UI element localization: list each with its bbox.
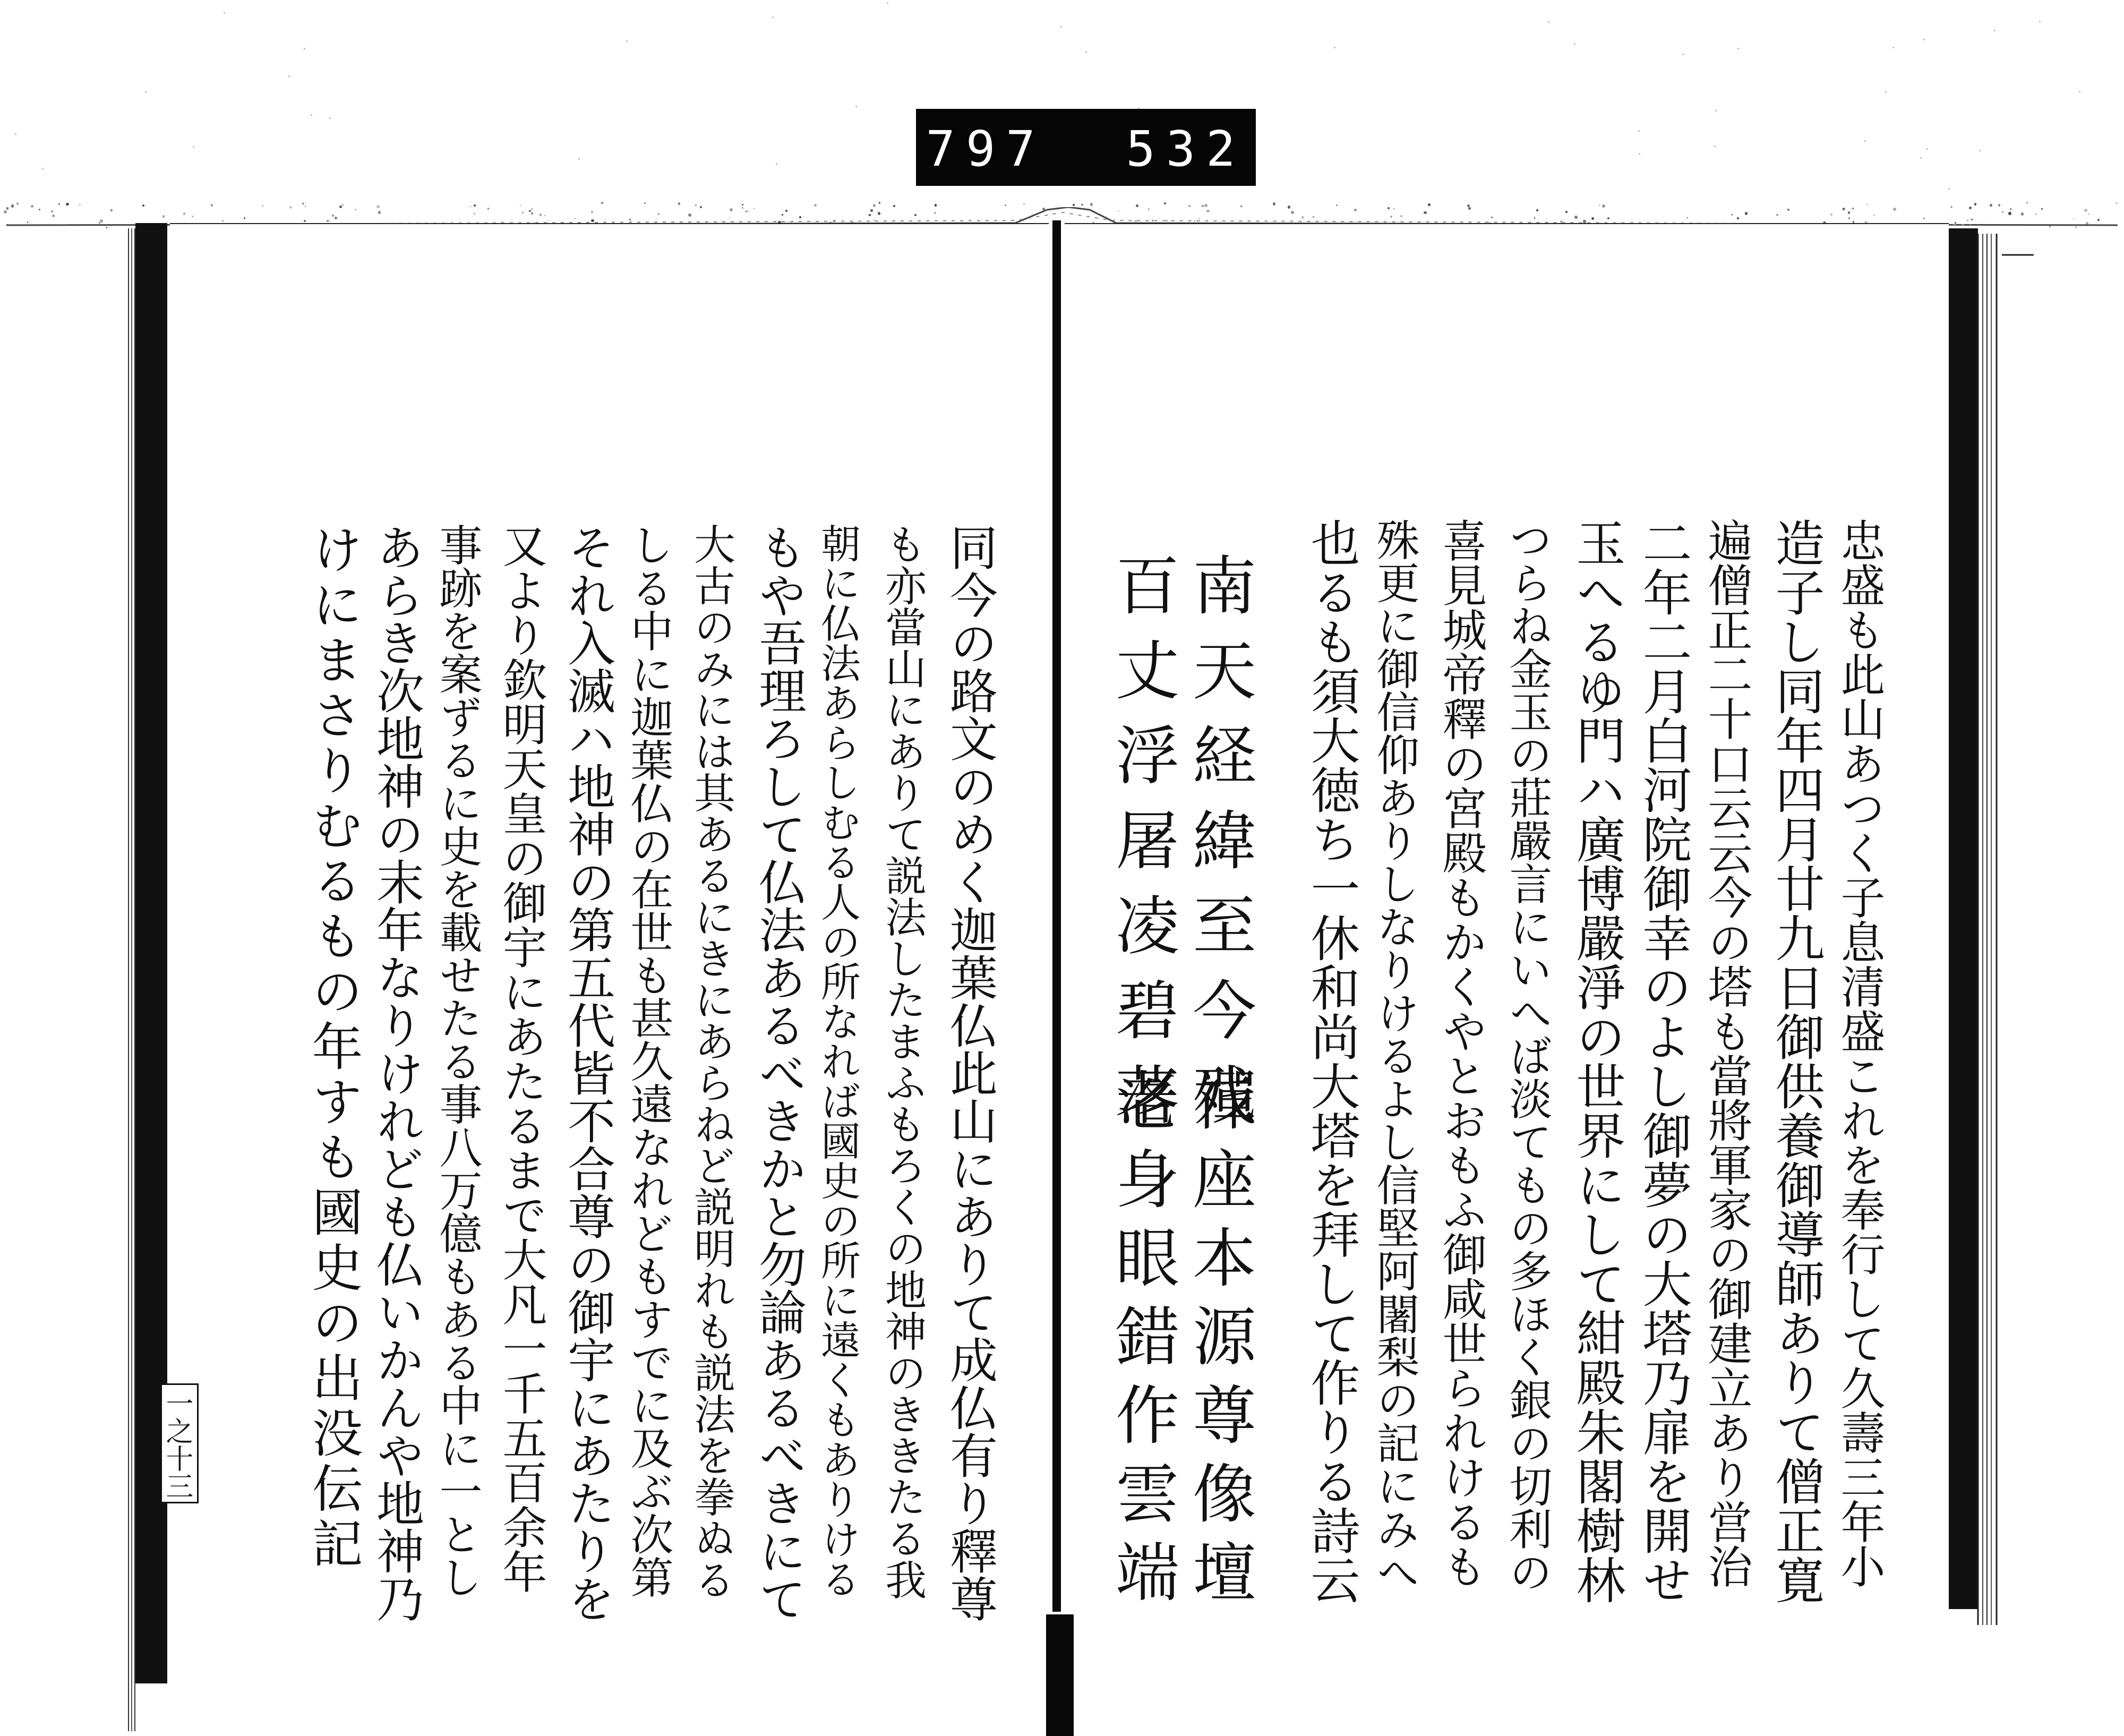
speck	[262, 205, 263, 207]
right-column: 造子し同年四月廿九日御供養御導師ありて僧正寛	[1767, 518, 1825, 1604]
speck	[879, 202, 881, 204]
right-column: 殊更に御信仰ありしなりけるよし信堅阿闍梨の記にみへ	[1369, 518, 1419, 1593]
right-cover-edge	[1949, 228, 1978, 1609]
speck	[873, 204, 876, 207]
speck	[887, 2, 888, 4]
page-number-box	[160, 1383, 199, 1503]
speck	[311, 114, 312, 116]
left-column: しる中に迦葉仏の在世も甚久遠なれどもすでに及ぶ次第	[623, 523, 673, 1598]
left-column: 朝に仏法あらしむる人の所なれば國史の所に遠くもありける	[815, 523, 861, 1598]
speck	[1737, 48, 1739, 49]
left-column: けにまさりむるもの年すも國史の出没伝記	[304, 523, 363, 1572]
speck	[1715, 110, 1717, 112]
speck	[1974, 203, 1977, 206]
speck	[1060, 26, 1062, 28]
speck	[1864, 140, 1866, 142]
speck	[1090, 203, 1093, 206]
speck	[145, 91, 147, 93]
speck	[1979, 150, 1981, 151]
speck	[1923, 39, 1925, 40]
right-column: つらね金玉の莊嚴言にいへば淡てもの多ほく銀の切利の	[1502, 518, 1552, 1593]
speck	[15, 133, 16, 135]
speck	[1994, 30, 1995, 31]
left-column: あらき次地神の末年なりけれども仏いかんや地神乃	[368, 523, 424, 1622]
speck	[678, 202, 681, 205]
speck	[2039, 21, 2041, 22]
speck	[142, 204, 144, 207]
right-column: 喜見城帝釋の宮殿もかくやとおもふ御咸世られけるも	[1435, 518, 1487, 1588]
speck	[1164, 202, 1166, 204]
speck	[772, 16, 774, 18]
speck	[626, 40, 628, 42]
left-column: も亦當山にありて説法したまふもろくの地神のききたる我	[878, 523, 926, 1600]
speck	[329, 117, 331, 119]
speck	[855, 106, 857, 107]
speck	[342, 204, 343, 206]
speck	[224, 12, 225, 14]
speck	[1334, 47, 1335, 48]
speck	[601, 202, 603, 204]
speck	[935, 204, 937, 206]
speck	[1926, 148, 1928, 150]
right-column: 遍僧正二十口云云今の塔も當將軍家の御建立あり営治	[1701, 518, 1753, 1588]
speck	[1990, 204, 1992, 207]
call-number-text: 797 532	[926, 121, 1246, 177]
speck	[1204, 204, 1207, 207]
speck	[1948, 188, 1950, 190]
speck	[304, 48, 305, 49]
speck	[1073, 204, 1075, 206]
speck	[1574, 43, 1575, 45]
speck	[1638, 130, 1640, 132]
left-column: 又より欽明天皇の御宇にあたるまで大凡一千五百余年	[495, 523, 547, 1594]
speck	[1885, 91, 1887, 93]
speck	[16, 202, 19, 205]
speck	[2079, 91, 2080, 92]
speck	[1023, 203, 1025, 205]
call-number-label	[916, 109, 1256, 186]
speck	[1081, 204, 1083, 206]
speck	[1892, 47, 1894, 48]
speck	[2116, 202, 2117, 204]
speck	[1548, 21, 1549, 23]
poem-line: 百丈浮屠凌碧落	[1105, 552, 1179, 1147]
speck	[1085, 52, 1087, 53]
left-column: それ入滅ハ地神の第五代皆不合尊の御宇にあたりを	[559, 523, 615, 1622]
speck	[1920, 157, 1922, 159]
speck	[644, 202, 646, 204]
left-column: 大古のみには其あるにきにあらねど説明れも説法を拳ぬる	[687, 523, 735, 1600]
speck	[695, 204, 696, 206]
speck	[288, 75, 290, 77]
speck	[814, 204, 816, 206]
right-column: 玉へるゆ門ハ廣博嚴淨の世界にして紺殿朱閣樹林	[1568, 518, 1625, 1604]
speck	[776, 163, 777, 165]
speck	[578, 158, 580, 160]
speck	[1336, 204, 1338, 206]
speck	[742, 204, 743, 206]
book-gutter	[1052, 220, 1061, 1612]
speck	[58, 203, 60, 205]
speck	[474, 204, 476, 207]
right-column: 二年二月白河院御幸のよし御夢の大塔乃扉を開せ	[1634, 518, 1692, 1604]
speck	[1005, 204, 1006, 206]
speck	[1714, 146, 1716, 147]
speck	[1599, 204, 1600, 206]
left-column: 同今の路文のめく迦葉仏此山にありて成仏有り釋尊	[941, 523, 997, 1622]
poem-line: 禪座本源尊像壇	[1182, 1067, 1256, 1618]
speck	[1998, 204, 2000, 206]
speck	[2026, 202, 2028, 203]
speck	[1428, 203, 1431, 206]
gutter-bottom-strip	[1046, 1614, 1074, 1736]
right-page-edges	[1975, 234, 2034, 1625]
poem-line: 南天経緯至今残	[1182, 552, 1256, 1147]
speck	[193, 146, 194, 148]
speck	[1866, 204, 1868, 205]
speck	[1273, 202, 1275, 205]
speck	[79, 204, 81, 206]
speck	[302, 202, 304, 204]
right-column: 也るも須大徳ち一休和尚大塔を拜して作りる詩云	[1303, 518, 1360, 1604]
left-column: 事跡を案ずるに史を載せたる事八万億もある中に一とし	[432, 523, 482, 1598]
speck	[66, 203, 68, 206]
speck	[520, 205, 521, 206]
left-column: もや吾理ろして仏法あるべきかと勿論あるべきにて	[750, 523, 806, 1622]
poem-line: 老身眼錯作雲端	[1105, 1067, 1179, 1618]
speck	[1639, 153, 1640, 155]
page-number: 一之十三	[161, 1389, 193, 1500]
right-column: 忠盛も此山あつく子息清盛これを奉行して久壽三年小	[1834, 518, 1886, 1588]
speck	[1682, 54, 1684, 55]
speck	[42, 168, 44, 169]
speck	[211, 204, 213, 206]
